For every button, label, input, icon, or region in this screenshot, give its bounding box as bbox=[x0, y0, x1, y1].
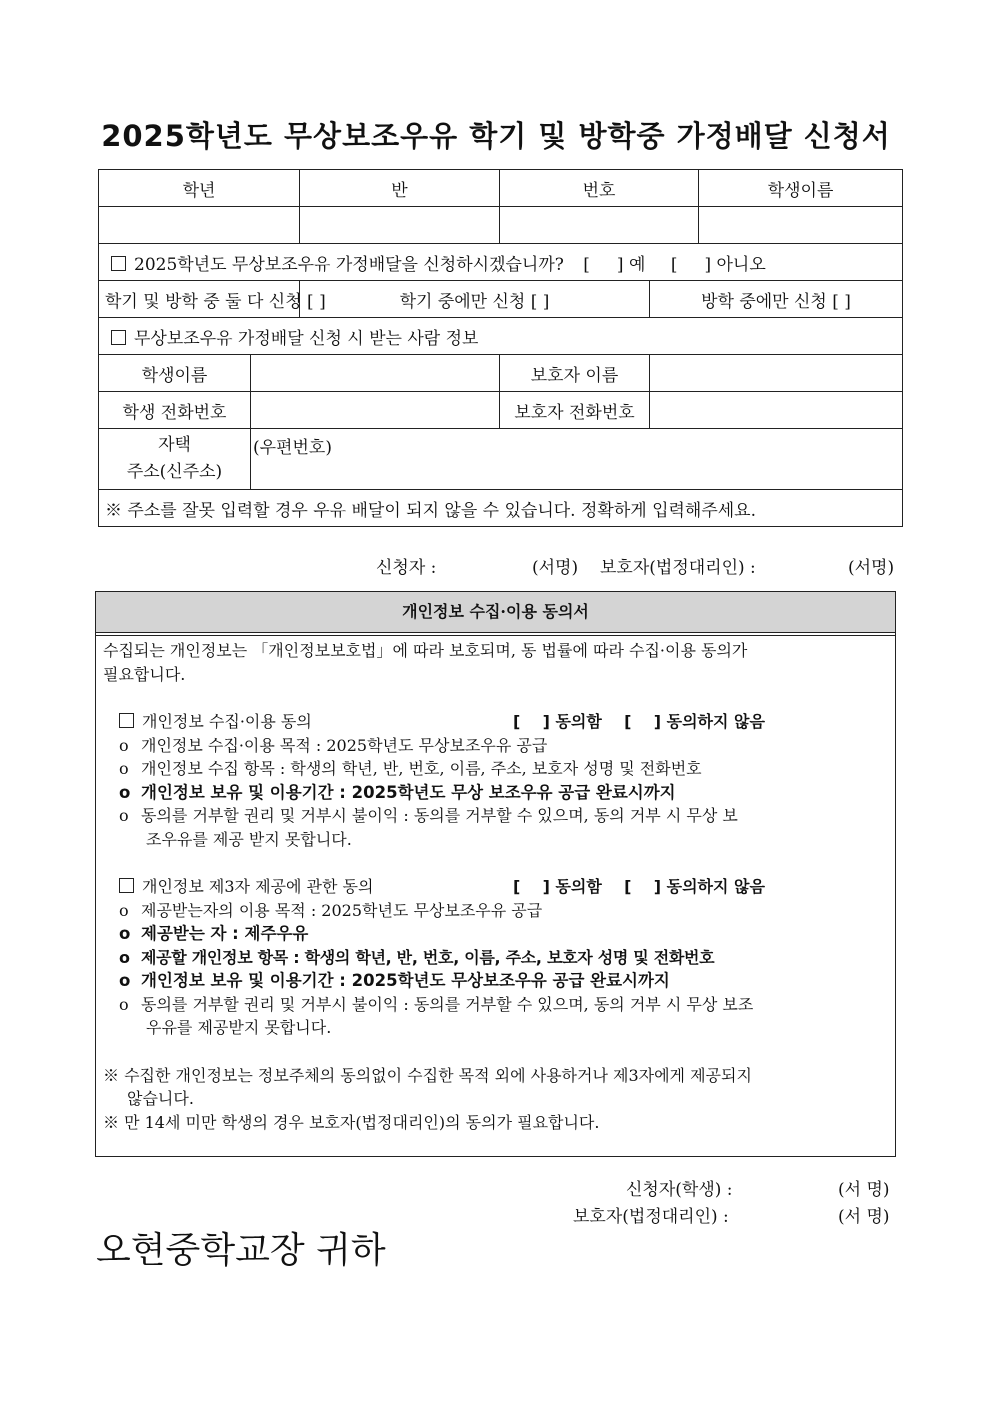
postal-code-label: (우편번호) bbox=[253, 438, 332, 458]
bullet-icon: o bbox=[119, 900, 129, 920]
guardian-name-label: 보호자 이름 bbox=[500, 355, 650, 392]
grade-header: 학년 bbox=[99, 170, 300, 207]
page-title: 2025학년도 무상보조우유 학기 및 방학중 가정배달 신청서 bbox=[101, 119, 891, 153]
guardian-sign[interactable]: (서명) bbox=[848, 558, 895, 578]
name-row bbox=[99, 355, 903, 392]
guardian-phone-field[interactable] bbox=[650, 392, 903, 429]
recipient-checkbox[interactable] bbox=[111, 330, 126, 345]
section2-agree[interactable]: [ ] 동의함 bbox=[513, 877, 602, 896]
address-label-line1: 자택 bbox=[158, 435, 191, 455]
number-input-cell[interactable] bbox=[500, 207, 699, 244]
section2-item: o 제공받는자의 이용 목적 : 2025학년도 무상보조우유 공급 bbox=[103, 899, 889, 923]
student-name-label: 학생이름 bbox=[99, 355, 251, 392]
student-phone-label: 학생 전화번호 bbox=[99, 392, 251, 429]
consent-note2: ※ 만 14세 미만 학생의 경우 보호자(법정대리인)의 동의가 필요합니다. bbox=[103, 1112, 600, 1132]
class-input-cell[interactable] bbox=[300, 207, 500, 244]
apply-question-row bbox=[99, 244, 903, 281]
section2-title: 개인정보 제3자 제공에 관한 동의 bbox=[142, 877, 374, 896]
student-applicant-label: 신청자(학생) : bbox=[626, 1180, 733, 1200]
bullet-icon: o bbox=[119, 971, 131, 990]
bullet-icon: o bbox=[119, 782, 131, 802]
bullet-icon: o bbox=[119, 759, 129, 778]
consent-title: 개인정보 수집·이용 동의서 bbox=[96, 592, 895, 633]
section2-item: o 동의를 거부할 권리 및 거부시 불이익 : 동의를 거부할 수 있으며, 동의 거부 시 무상 보조 bbox=[103, 993, 889, 1017]
guardian-name-field[interactable] bbox=[650, 355, 903, 392]
both-periods-option[interactable]: 학기 및 방학 중 둘 다 신청 [ ] bbox=[99, 281, 300, 318]
section1-title: 개인정보 수집·이용 동의 bbox=[142, 712, 312, 731]
bullet-icon: o bbox=[119, 806, 129, 825]
number-header: 번호 bbox=[500, 170, 699, 207]
address-note-row bbox=[99, 490, 903, 527]
section1-disagree[interactable]: [ ] 동의하지 않음 bbox=[624, 712, 765, 731]
student-applicant-sign[interactable]: (서 명) bbox=[838, 1180, 890, 1200]
section1-checkbox[interactable] bbox=[119, 713, 134, 728]
bullet-icon: o bbox=[119, 947, 130, 967]
closing-addressee: 오현중학교장 귀하 bbox=[96, 1230, 386, 1271]
applicant-label: 신청자 : bbox=[376, 558, 437, 578]
consent-box bbox=[95, 591, 896, 1157]
recipient-title-row bbox=[99, 318, 903, 355]
student-info-input-row bbox=[99, 207, 903, 244]
student-name-input-cell[interactable] bbox=[699, 207, 903, 244]
application-table bbox=[98, 169, 903, 527]
grade-input-cell[interactable] bbox=[99, 207, 300, 244]
section2-item: o 개인정보 보유 및 이용기간 : 2025학년도 무상보조우유 공급 완료시까지 bbox=[103, 969, 889, 993]
yes-option[interactable]: [ ] 예 bbox=[583, 254, 646, 275]
guardian-phone-label: 보호자 전화번호 bbox=[500, 392, 650, 429]
section2-title-row bbox=[103, 875, 889, 899]
section1-title-row bbox=[103, 710, 889, 734]
consent-intro-line1: 수집되는 개인정보는 「개인정보보호법」에 따라 보호되며, 동 법률에 따라 수집·이용 동의가 bbox=[103, 641, 748, 660]
address-label bbox=[99, 429, 251, 490]
address-row bbox=[99, 429, 903, 490]
section1-agree[interactable]: [ ] 동의함 bbox=[513, 712, 602, 731]
guardian-legal-sign[interactable]: (서 명) bbox=[838, 1207, 890, 1227]
student-name-field[interactable] bbox=[251, 355, 500, 392]
section1-item: o 개인정보 수집 항목 : 학생의 학년, 반, 번호, 이름, 주소, 보호자 성명 및 전화번호 bbox=[103, 757, 889, 781]
applicant-sign[interactable]: (서명) bbox=[532, 558, 579, 578]
section2-checkbox[interactable] bbox=[119, 878, 134, 893]
section2-item: o 제공받는 자 : 제주우유 bbox=[103, 922, 889, 946]
student-name-header: 학생이름 bbox=[699, 170, 903, 207]
section1-options bbox=[513, 710, 765, 734]
section2-options bbox=[513, 875, 765, 899]
section1-item: o 동의를 거부할 권리 및 거부시 불이익 : 동의를 거부할 수 있으며, 동의 거부 시 무상 보 bbox=[103, 804, 889, 828]
section1-item: o 개인정보 수집·이용 목적 : 2025학년도 무상보조우유 공급 bbox=[103, 734, 889, 758]
consent-note1-cont: 않습니다. bbox=[127, 1089, 194, 1108]
section1-item-cont: 조우유를 제공 받지 못합니다. bbox=[146, 829, 352, 849]
consent-note1: ※ 수집한 개인정보는 정보주체의 동의없이 수집한 목적 외에 사용하거나 제3자에게 제공되지 bbox=[103, 1065, 752, 1085]
header-row bbox=[99, 170, 903, 207]
section2-disagree[interactable]: [ ] 동의하지 않음 bbox=[624, 877, 765, 896]
apply-question: 2025학년도 무상보조우유 가정배달을 신청하시겠습니까? bbox=[134, 254, 564, 275]
student-phone-field[interactable] bbox=[251, 392, 500, 429]
section2-item-cont: 우유를 제공받지 못합니다. bbox=[146, 1018, 332, 1037]
no-option[interactable]: [ ] 아니오 bbox=[670, 254, 766, 275]
guardian-legal-label: 보호자(법정대리인) : bbox=[573, 1207, 729, 1227]
phone-row bbox=[99, 392, 903, 429]
bullet-icon: o bbox=[119, 924, 131, 943]
bullet-icon: o bbox=[119, 994, 129, 1014]
vacation-only-option[interactable]: 방학 중에만 신청 [ ] bbox=[650, 281, 903, 318]
apply-checkbox[interactable] bbox=[111, 256, 126, 271]
address-note: ※ 주소를 잘못 입력할 경우 우유 배달이 되지 않을 수 있습니다. 정확하게 입력해주세요. bbox=[99, 490, 903, 527]
address-label-line2: 주소(신주소) bbox=[126, 462, 223, 482]
recipient-title: 무상보조우유 가정배달 신청 시 받는 사람 정보 bbox=[134, 328, 479, 349]
class-header: 반 bbox=[300, 170, 500, 207]
period-options-row bbox=[99, 281, 903, 318]
address-field[interactable] bbox=[251, 429, 903, 490]
bullet-icon: o bbox=[119, 735, 129, 755]
consent-intro-line2: 필요합니다. bbox=[103, 664, 186, 684]
section2-item: o 제공할 개인정보 항목 : 학생의 학년, 반, 번호, 이름, 주소, 보호자 성명 및 전화번호 bbox=[103, 946, 889, 970]
guardian-label: 보호자(법정대리인) : bbox=[600, 558, 756, 578]
semester-only-option[interactable]: 학기 중에만 신청 [ ] bbox=[300, 281, 650, 318]
section1-item: o 개인정보 보유 및 이용기간 : 2025학년도 무상 보조우유 공급 완료시까지 bbox=[103, 781, 889, 805]
